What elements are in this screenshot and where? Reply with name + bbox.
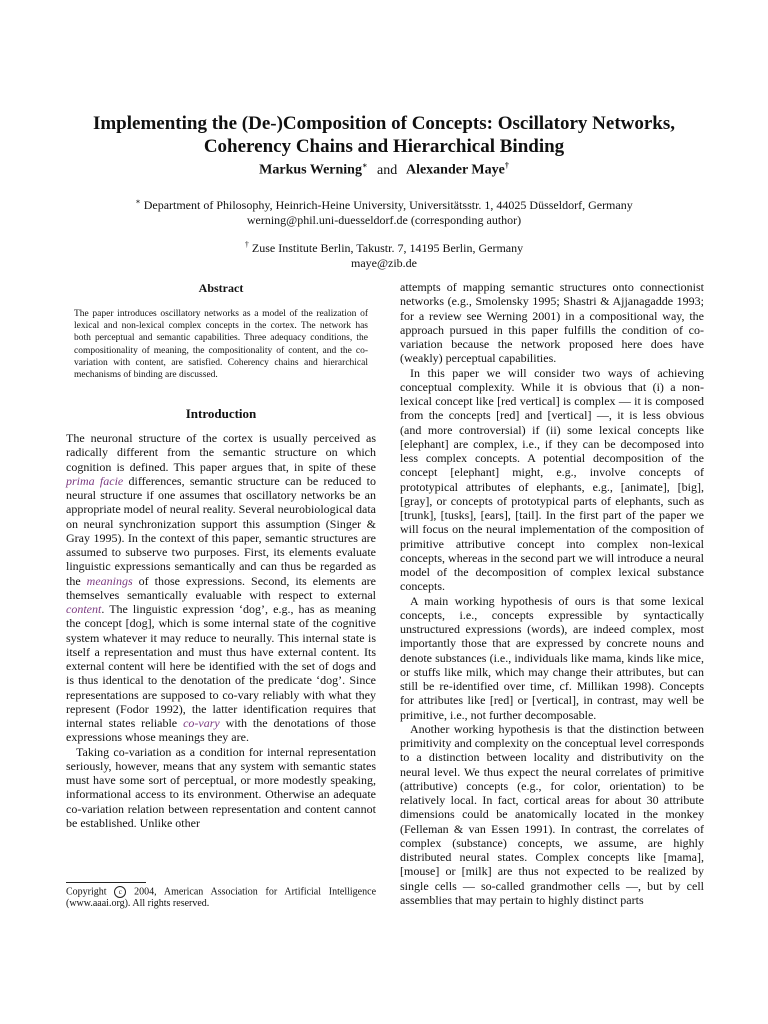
affiliation-1-email: werning@phil.uni-duesseldorf.de (corresponding author) — [246, 213, 522, 227]
author-conjunction: and — [377, 162, 398, 178]
left-column — [66, 280, 376, 830]
intro-p1-part-e: with the denotations of those expressions whose meanings they are. — [66, 716, 376, 745]
right-column — [400, 280, 704, 907]
abstract-heading: Abstract — [198, 281, 244, 295]
intro-p1-part-b: differences, semantic structure can be reduced to neural structure if one assumes that oscillatory networks be an appropriate model of neural reality. Several neurobiological data on neural synchronization support this assumption (Singer & Gray 1995). In the context of this paper, semantic structures are assumed to subserve two purposes. First, its elements evaluate linguistic expressions semantically and can thus be regarded as the — [66, 473, 376, 588]
copyright-text: 2004, American Association for Artificial Intelligence (www.aaai.org). All rights reserved. — [66, 886, 377, 910]
copyright-symbol-icon: c — [114, 886, 126, 898]
footnote-rule — [66, 882, 146, 883]
paper-title: Implementing the (De-)Composition of Concepts: Oscillatory Networks, Coherency Chains and Hierarchical Binding — [92, 113, 676, 157]
intro-p1-part-d: . The linguistic expression ‘dog’, e.g., has as meaning the concept [dog], which is some internal state of the cognitive system whatever it may reduce to neurally. This internal state is itself a representation and must thus have external content. Its external content will here be identified with the set of dogs and is thus identical to the denotation of the predicate ‘dog’. Since representations are supposed to co-vary reliably with what they represent (Fodor 1992), the latter identification requires that internal states reliable — [66, 602, 376, 731]
affiliation-2 — [60, 237, 708, 271]
author-line — [60, 160, 708, 179]
affiliation-1-mark: ∗ — [135, 197, 141, 206]
right-paragraph-0: attempts of mapping semantic structures onto connectionist networks (e.g., Smolensky 1995; Shastri & Ajjanagadde 1993; for a review see Werning 2001) in a compositional way, the approach pursued in this paper fulfills the condition of co-variation because the network proposed here does have (weakly) perceptual capabilities. — [400, 280, 704, 366]
abstract-body — [74, 308, 368, 381]
affiliation-2-address: Zuse Institute Berlin, Takustr. 7, 14195 Berlin, Germany — [251, 241, 524, 255]
intro-p1-part-c: of those expressions. Second, its elements are themselves semantically evaluable with respect to external — [66, 573, 376, 602]
intro-paragraph-2: Taking co-variation as a condition for internal representation seriously, however, means that any system with semantic states must have some sort of perceptual, or more modestly speaking, informational access to its environment. Otherwise an adequate co-variation relation between representation and content cannot be established. Unlike other — [66, 744, 376, 830]
intro-paragraph-1 — [66, 431, 376, 745]
intro-p1-italic-prima-facie: prima facie — [66, 473, 124, 488]
intro-p1-italic-co-vary: co-vary — [183, 716, 220, 731]
copyright-label: Copyright — [66, 886, 107, 898]
right-paragraph-2: A main working hypothesis of ours is that some lexical concepts, i.e., concepts expressible by syntactically unstructured expressions (words), are indeed complex, most importantly those that are expressed by concrete nouns and denote substances (i.e., individuals like mama, kinds like mice, or stuffs like milk, which may change their attributes, but can still be re-identified over time, cf. Millikan 1998). Concepts for attributes like [red] or [vertical], in contrast, may well be primitive, i.e., not further decomposable. — [400, 593, 704, 722]
author-maye: Alexander Maye — [405, 162, 505, 178]
right-paragraph-3: Another working hypothesis is that the distinction between primitivity and complexity on the conceptual level corresponds to a distinction between locality and distributivity on the neural level. We thus expect the neural correlates of primitive (attributive) concepts (e.g., for color, orientation) to be relatively local. In fact, cortical areas for about 30 attribute dimensions could be anatomically located in the monkey (Felleman & van Essen 1991). In contrast, the correlates of complex (substance) concepts, we assume, are highly distributed neural states. Complex concepts like [mama], [mouse] or [milk] are thus not expected to be realized by single cells — so-called grandmother cells —, but by cell assemblies that may pertain to highly distinct parts — [400, 721, 704, 907]
introduction-heading: Introduction — [185, 405, 257, 421]
affiliation-2-mark: † — [244, 240, 249, 249]
copyright-footnote — [66, 882, 376, 910]
right-paragraph-1: In this paper we will consider two ways of achieving conceptual complexity. While it is obvious that (i) a non-lexical concept like [red vertical] is complex — it is composed from the concepts [red] and [vertical] —, it is less obvious (and more controversial) if (ii) some lexical concepts like [elephant] are complex, i.e., if they can be decomposed into less complex concepts. A potential decomposition of the concept [elephant] might, e.g., involve concepts of prototypical attributes of elephants, e.g., [animate], [big], [gray], or concepts of prototypical parts of elephants, such as [trunk], [tusks], [ears], [tail]. In the first part of the paper we will focus on the neural implementation of the composition of primitive attributive concept into complex non-lexical concepts, whereas in the second part we will introduce a neural model of the decomposition of complex lexical substance concepts. — [400, 365, 704, 594]
affiliation-1-address: Department of Philosophy, Heinrich-Heine University, Universitätsstr. 1, 44025 Düsseldorf, Germany — [143, 198, 633, 212]
intro-p1-italic-content: content — [66, 602, 102, 617]
author-werning-mark: ∗ — [361, 161, 368, 170]
affiliation-2-email: maye@zib.de — [350, 256, 418, 270]
intro-p1-part-a: The neuronal structure of the cortex is usually perceived as radically different from the semantic structure on which cognition is defined. This paper argues that, in spite of these — [66, 431, 376, 474]
intro-p1-italic-meanings: meanings — [86, 573, 133, 588]
affiliation-1 — [60, 194, 708, 228]
abstract-text: The paper introduces oscillatory networks as a model of the realization of lexical and non-lexical complex concepts in the cortex. The network has both perceptual and semantic capabilities. Three adequacy conditions, the compositionality of meaning, the compositionality of content, and the co-variation with content, are satisfied. Coherency chains and hierarchical mechanisms of binding are discussed. — [74, 309, 368, 380]
author-maye-mark: † — [504, 161, 509, 170]
author-werning: Markus Werning — [259, 162, 362, 178]
